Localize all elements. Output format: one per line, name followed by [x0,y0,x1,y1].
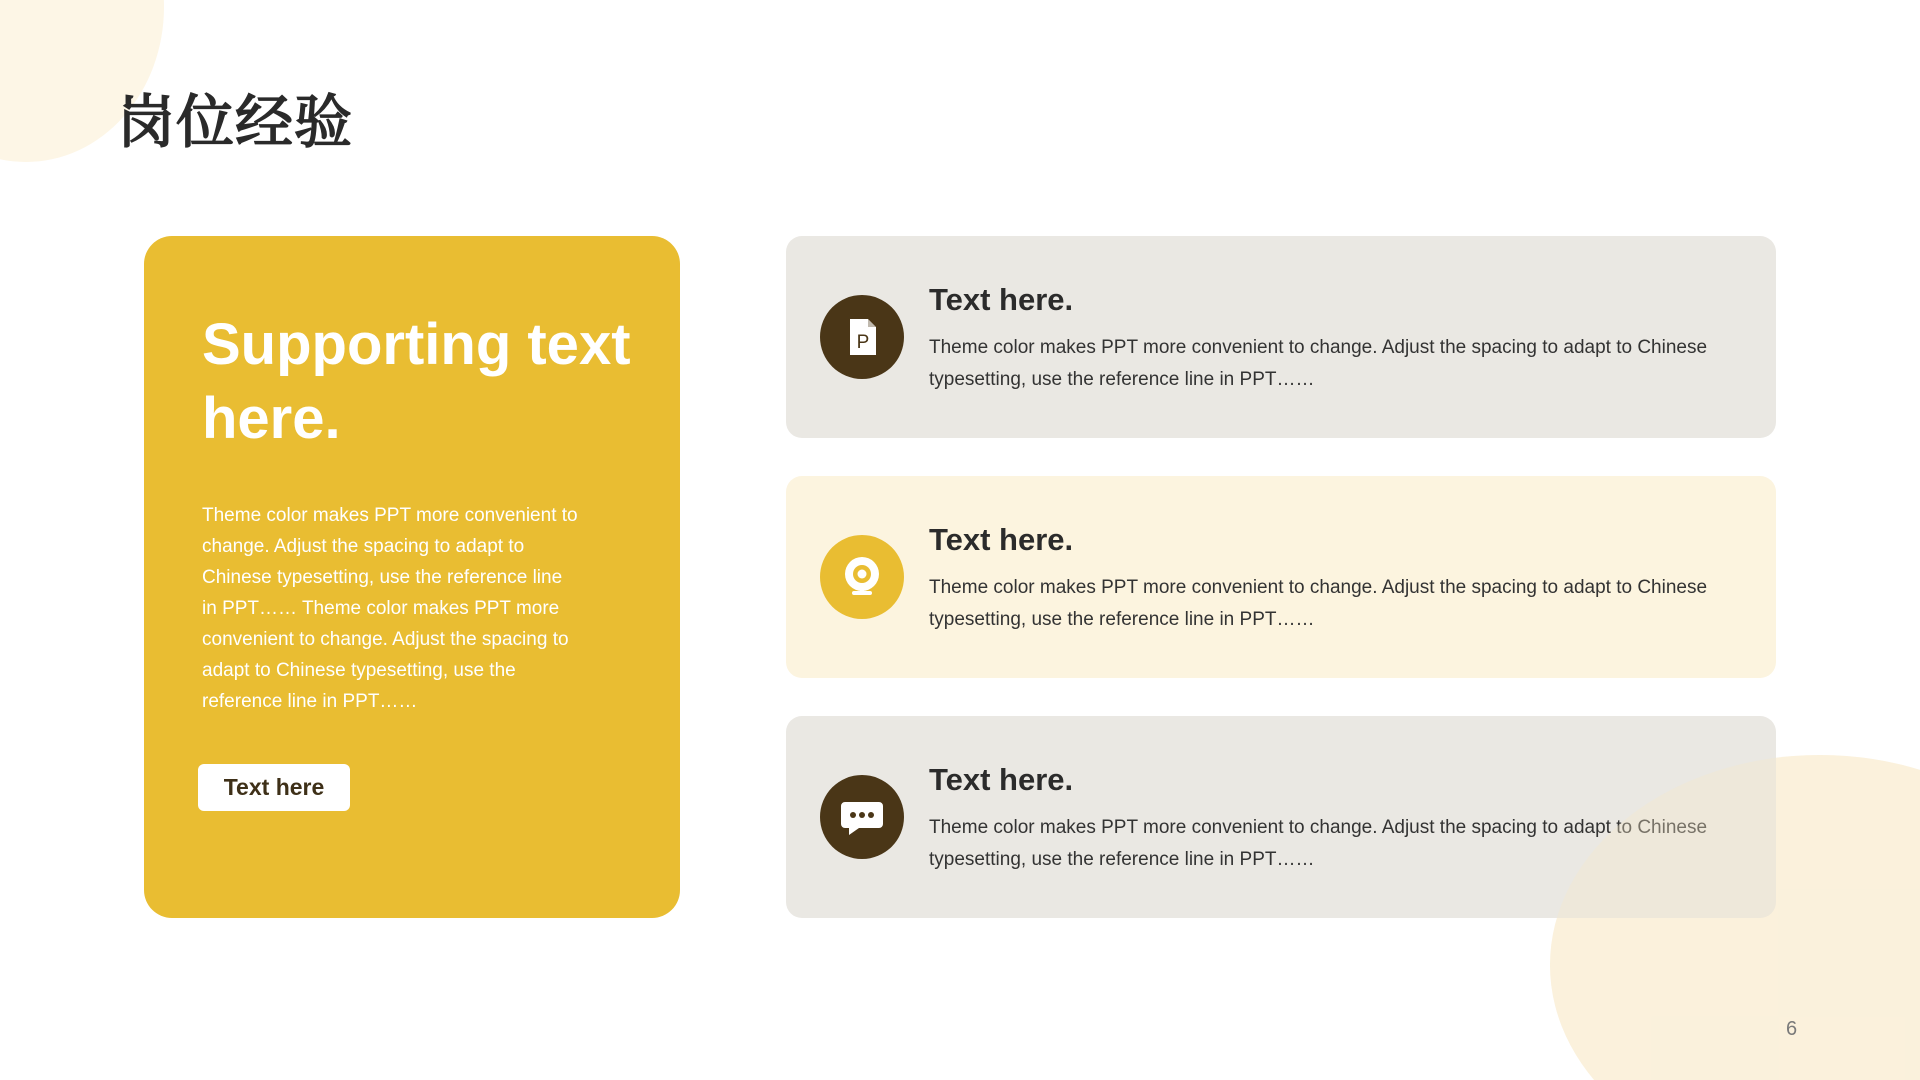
feature-card-heading: Supporting text here. [202,312,631,451]
text-here-button[interactable]: Text here [198,764,350,811]
item-card-2 [786,476,1776,678]
page-title: 岗位经验 [117,90,354,155]
feature-card [144,236,680,918]
item-title: Text here. [929,282,1074,317]
feature-card-body: Theme color makes PPT more convenient to change. Adjust the spacing to adapt to Chinese typesetting, use the reference line in PPT…… Theme color makes PPT more convenient to change. Adjust the spacing to adapt to Chinese typesetting, use the reference line in PPT…… [202,505,578,712]
page-number: 6 [1786,1018,1798,1040]
item-title: Text here. [929,762,1074,797]
item-title: Text here. [929,522,1074,557]
item-card-3 [786,716,1776,918]
item-description: Theme color makes PPT more convenient to change. Adjust the spacing to adapt to Chinese typesetting, use the reference line in PPT…… [929,577,1708,630]
item-description: Theme color makes PPT more convenient to change. Adjust the spacing to adapt to Chinese typesetting, use the reference line in PPT…… [929,337,1708,390]
item-card-1 [786,236,1776,438]
svg-text:P: P [856,332,870,353]
chat-bubble-icon [820,775,904,859]
ppt-file-icon [820,295,904,379]
item-description: Theme color makes PPT more convenient to change. Adjust the spacing to adapt to Chinese typesetting, use the reference line in PPT…… [929,817,1708,870]
webcam-icon [820,535,904,619]
